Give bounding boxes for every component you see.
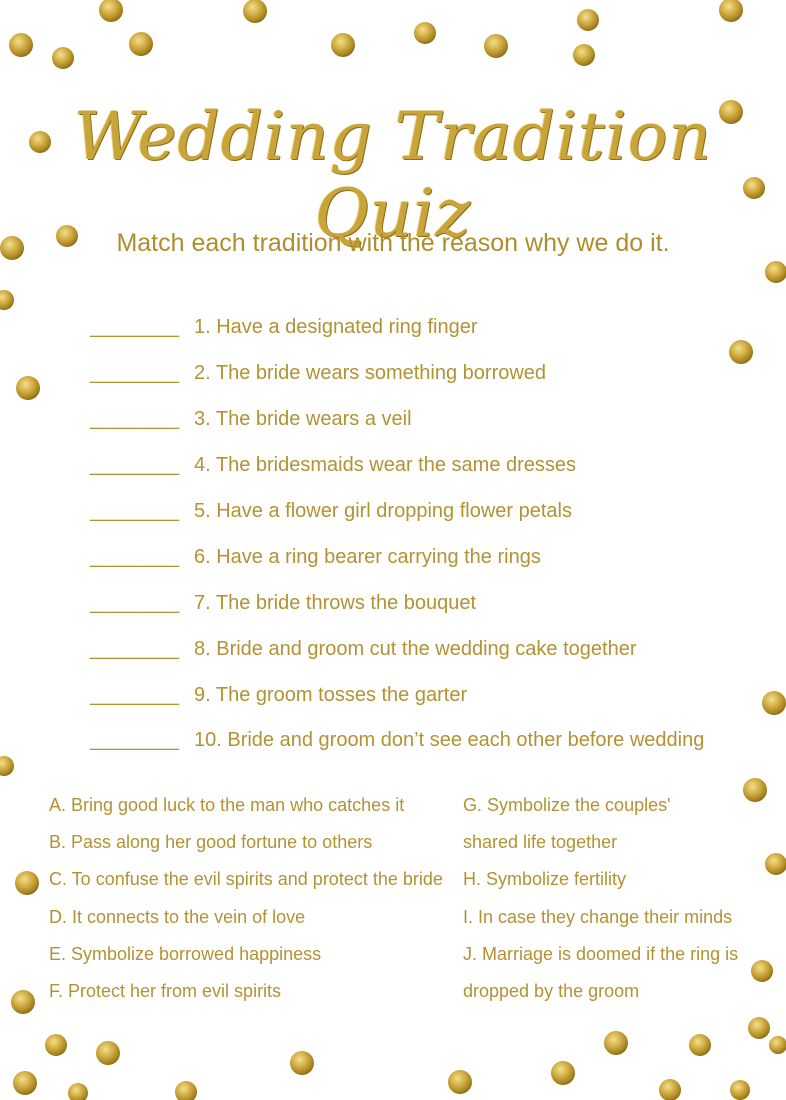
gold-dot [99,0,123,22]
gold-dot [0,756,14,776]
gold-dot [751,960,773,982]
question-text: 1. Have a designated ring finger [194,316,478,339]
answer-option: H. Symbolize fertility [463,869,627,890]
question-item [90,397,704,443]
question-item [90,305,704,351]
gold-dot [175,1081,197,1100]
gold-dot [689,1034,711,1056]
gold-dot [573,44,595,66]
gold-dot [719,0,743,22]
question-item [90,534,704,580]
quiz-instructions: Match each tradition with the reason why we do it. [116,229,670,257]
answer-blank[interactable]: ________ [90,591,179,614]
gold-dot [9,33,33,57]
question-item [90,626,704,672]
question-text: 9. The groom tosses the garter [194,683,468,706]
gold-dot [730,1080,750,1100]
answer-blank[interactable]: ________ [90,454,179,477]
question-item [90,489,704,535]
gold-dot [414,22,436,44]
gold-dot [551,1061,575,1085]
answer-blank[interactable]: ________ [90,408,179,431]
answer-option: D. It connects to the vein of love [49,906,306,927]
answer-option: B. Pass along her good fortune to others [49,832,373,853]
question-text: 3. The bride wears a veil [194,408,412,431]
gold-dot [659,1079,681,1100]
gold-dot [448,1070,472,1094]
answer-option: C. To confuse the evil spirits and protect the bride [49,869,443,890]
gold-dot [748,1017,770,1039]
answer-option: shared life together [463,832,618,853]
quiz-title: Wedding Tradition Quiz [73,98,712,252]
gold-dot [16,376,40,400]
gold-dot [577,9,599,31]
gold-dot [765,853,786,875]
gold-dot [52,47,74,69]
gold-dot [68,1083,88,1100]
question-text: 5. Have a flower girl dropping flower petals [194,500,572,522]
gold-dot [729,340,753,364]
question-item [90,718,704,764]
gold-dot [762,691,786,715]
gold-dot [15,871,39,895]
gold-dot [484,34,508,58]
question-text: 10. Bride and groom don’t see each other before wedding [194,729,705,752]
gold-dot [13,1071,37,1095]
answer-option: A. Bring good luck to the man who catches it [49,795,405,816]
question-item [90,580,704,626]
answer-blank[interactable]: ________ [90,545,179,568]
answer-option: dropped by the groom [463,981,640,1002]
gold-dot [129,32,153,56]
question-text: 6. Have a ring bearer carrying the rings [194,545,541,568]
answer-list-right [463,787,738,1010]
answer-blank[interactable]: ________ [90,683,179,706]
gold-dot [243,0,267,23]
answer-blank[interactable]: ________ [90,637,179,660]
answer-option: I. In case they change their minds [463,906,733,927]
gold-dot [11,990,35,1014]
gold-dot [96,1041,120,1065]
question-text: 2. The bride wears something borrowed [194,362,547,385]
gold-dot [331,33,355,57]
gold-dot [765,261,786,283]
gold-dot [45,1034,67,1056]
gold-dot [604,1031,628,1055]
answer-option: F. Protect her from evil spirits [49,981,282,1002]
gold-dot [0,290,14,310]
answer-blank[interactable]: ________ [90,362,179,385]
answer-option: E. Symbolize borrowed happiness [49,943,322,964]
tradition-question-list [90,305,704,764]
gold-dot [743,778,767,802]
question-text: 8. Bride and groom cut the wedding cake together [194,637,637,660]
question-item [90,351,704,397]
answer-option: G. Symbolize the couples' [463,795,671,816]
question-text: 7. The bride throws the bouquet [194,591,477,614]
question-item [90,443,704,489]
question-text: 4. The bridesmaids wear the same dresses [194,454,577,477]
answer-option: J. Marriage is doomed if the ring is [463,943,739,964]
answer-blank[interactable]: ________ [90,729,179,752]
gold-dot [290,1051,314,1075]
question-item [90,672,704,718]
gold-dot [769,1036,786,1054]
answer-blank[interactable]: ________ [90,500,179,522]
answer-list-left [49,787,443,1010]
answer-blank[interactable]: ________ [90,316,179,339]
